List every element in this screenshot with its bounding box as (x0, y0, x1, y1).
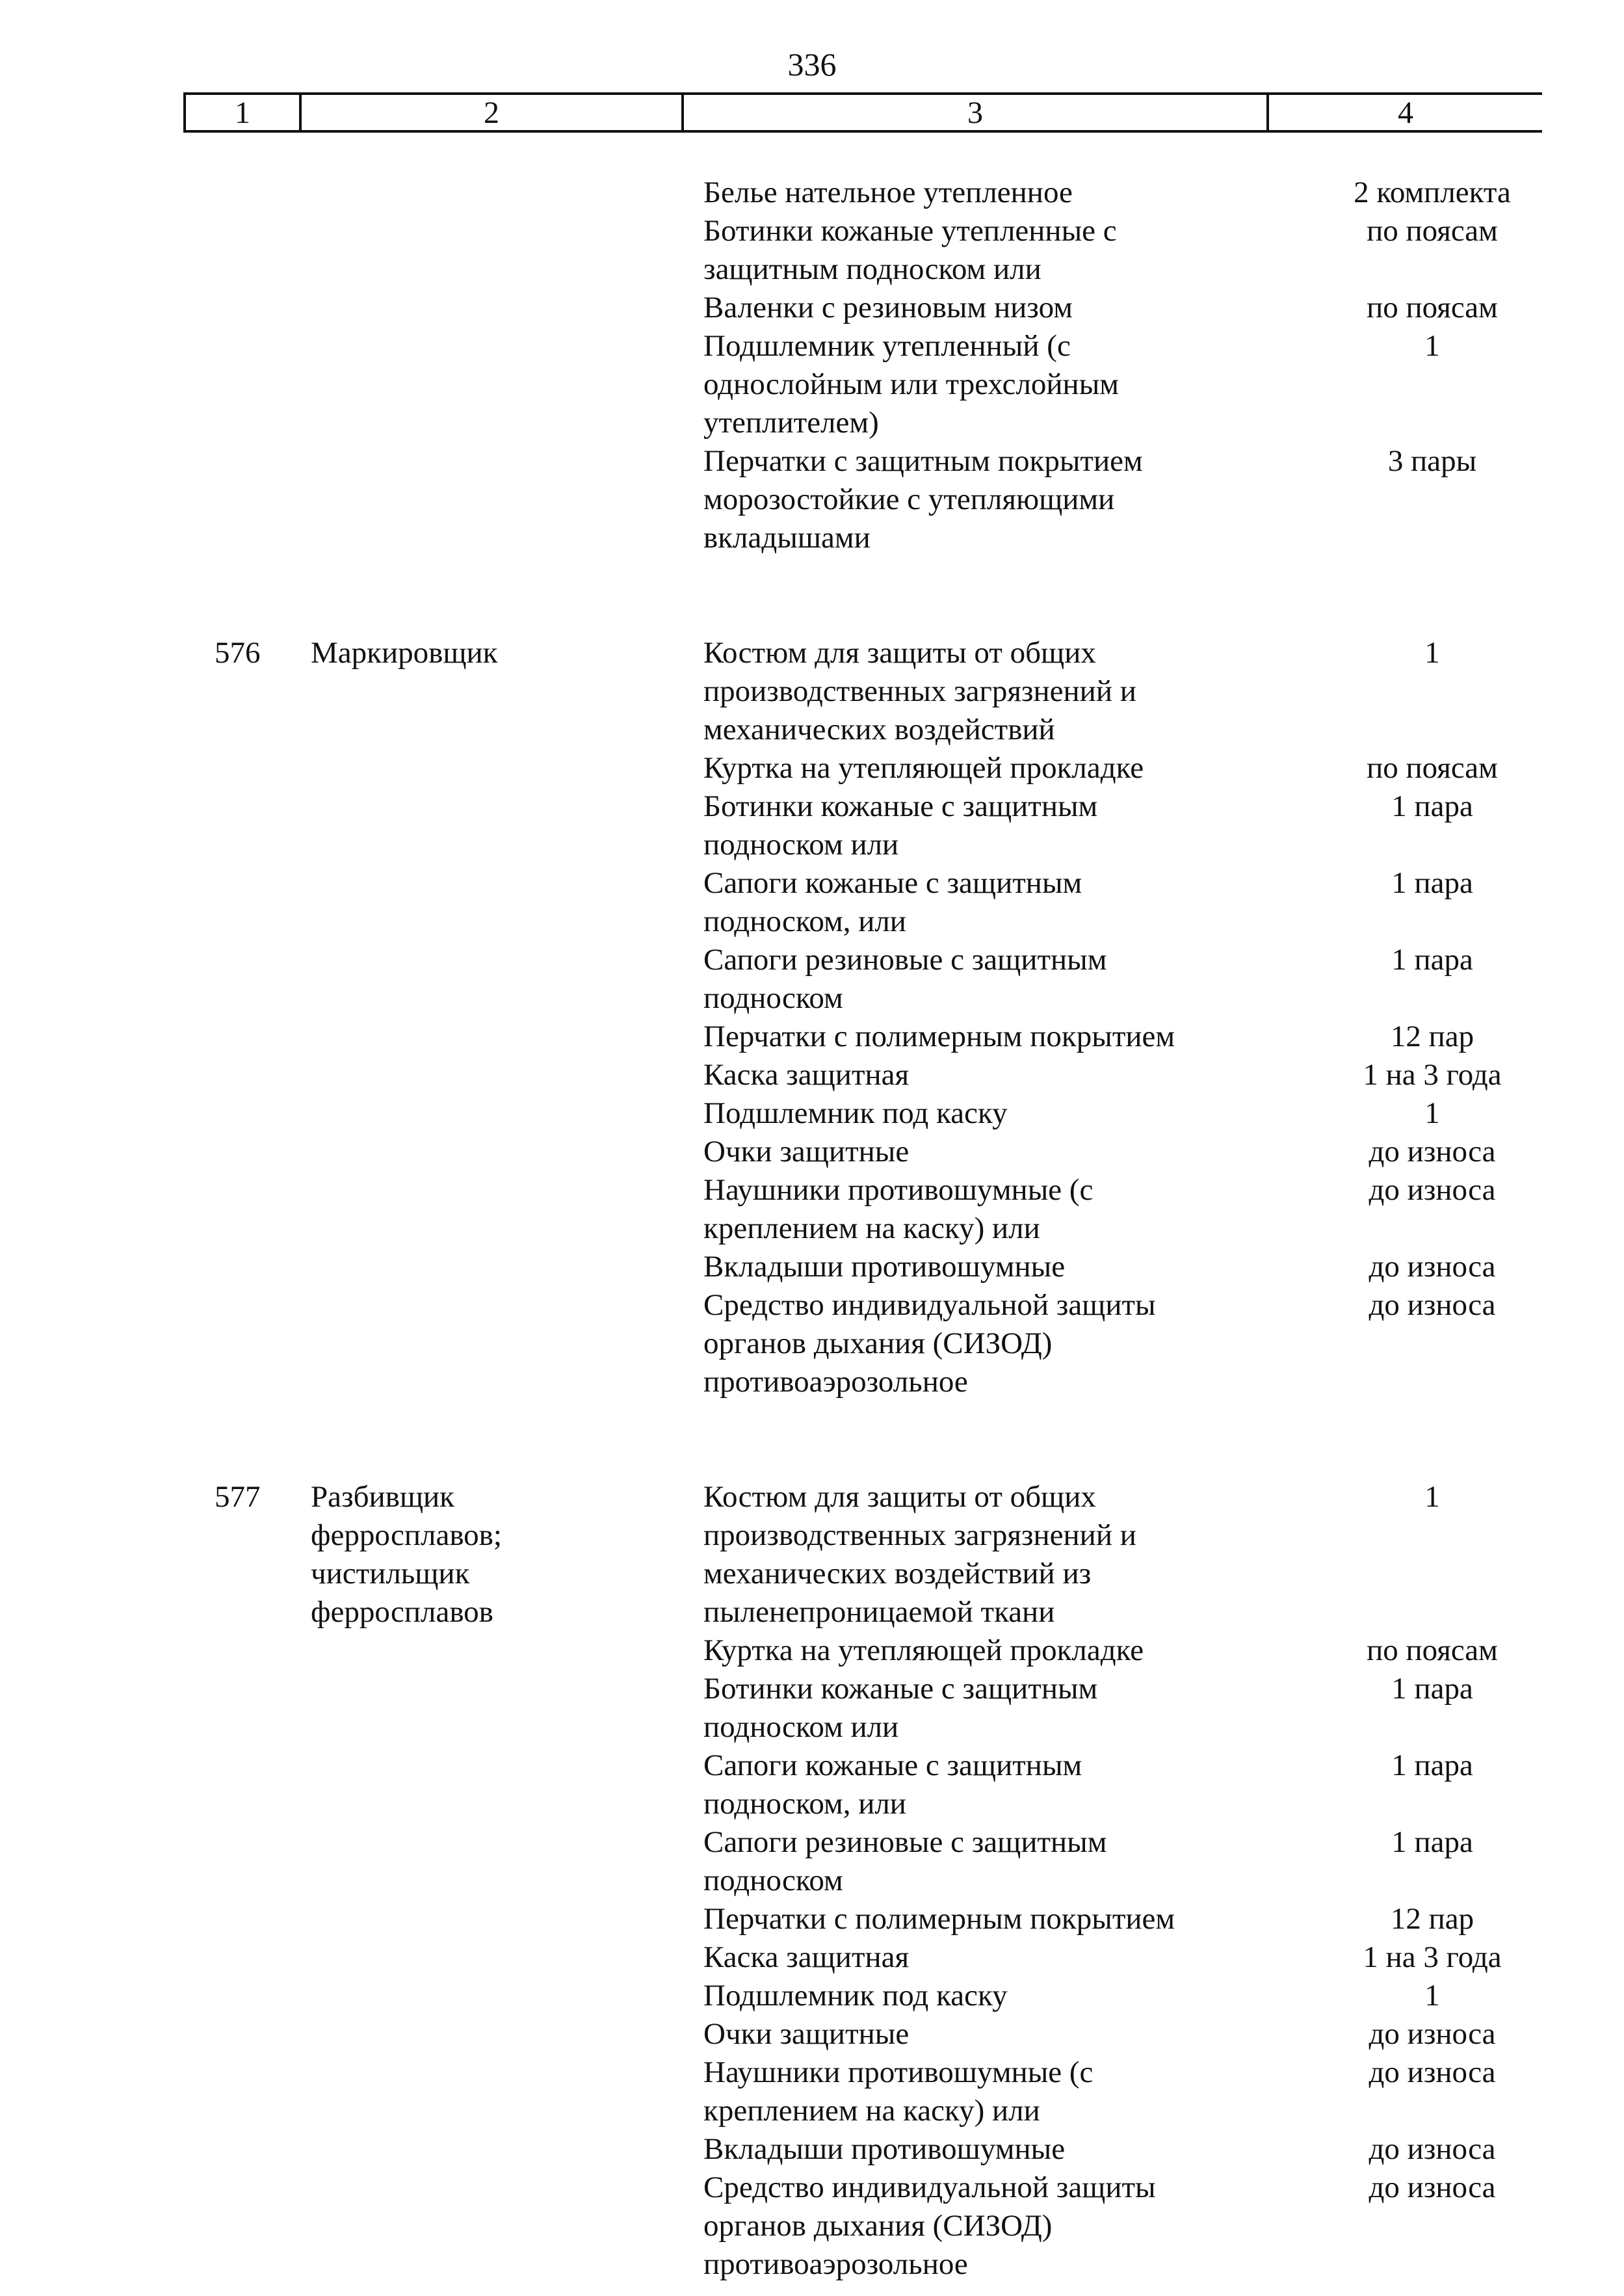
item-quantity: 1 пара (1391, 789, 1473, 823)
text-line: Подшлемник под каску (703, 1979, 1008, 2012)
text-line: Очки защитные (703, 1135, 910, 1168)
text-line: механических воздействий (703, 713, 1055, 746)
text-line: Перчатки с защитным покрытием (703, 444, 1143, 478)
item-name (703, 1171, 1276, 1248)
item-quantity: по поясам (1367, 214, 1498, 248)
item-quantity: 1 (1424, 1480, 1440, 1514)
text-line: подноском или (703, 828, 899, 862)
item-quantity: до износа (1369, 1173, 1496, 1207)
text-line: Сапоги кожаные с защитным (703, 1748, 1082, 1782)
text-line: подноском, или (703, 904, 906, 938)
text-line: Вкладыши противошумные (703, 1250, 1066, 1284)
item-name (703, 1018, 1276, 1056)
text-line: Очки защитные (703, 2017, 910, 2051)
text-line: Перчатки с полимерным покрытием (703, 1020, 1175, 1053)
item-quantity: 1 на 3 года (1363, 1940, 1502, 1974)
item-name (703, 212, 1276, 289)
item-quantity: 1 пара (1391, 943, 1473, 977)
text-line: органов дыхания (СИЗОД) (703, 2209, 1053, 2243)
item-name (703, 1133, 1276, 1171)
item-name (703, 2130, 1276, 2169)
item-name (703, 1286, 1276, 1401)
text-line: Куртка на утепляющей прокладке (703, 1633, 1144, 1667)
text-line: Подшлемник утепленный (с (703, 329, 1071, 363)
item-name (703, 1938, 1276, 1977)
profession-name (311, 1478, 502, 1631)
text-line: креплением на каску) или (703, 2094, 1040, 2128)
item-name (703, 1977, 1276, 2015)
text-line: подноском, или (703, 1787, 906, 1821)
item-quantity: до износа (1369, 1135, 1496, 1168)
profession-name (311, 634, 498, 672)
item-name (703, 1631, 1276, 1670)
item-name (703, 749, 1276, 787)
text-line: Ботинки кожаные с защитным (703, 789, 1098, 823)
item-name (703, 289, 1276, 327)
text-line: Средство индивидуальной защиты (703, 2171, 1156, 2204)
header-col-2: 2 (484, 96, 499, 130)
item-name (703, 327, 1276, 442)
item-quantity: 1 (1424, 329, 1440, 363)
text-line: Валенки с резиновым низом (703, 291, 1073, 324)
text-line: Наушники противошумные (с (703, 1173, 1094, 1207)
text-line: ферросплавов; (311, 1518, 502, 1552)
table-header (183, 92, 1542, 133)
text-line: противоаэрозольное (703, 2247, 968, 2281)
item-quantity: 1 (1424, 1979, 1440, 2012)
item-name (703, 1823, 1276, 1900)
entry-number: 577 (215, 1480, 261, 1514)
text-line: утеплителем) (703, 406, 879, 440)
item-quantity: до износа (1369, 2171, 1496, 2204)
item-quantity: 1 пара (1391, 866, 1473, 900)
item-quantity: 12 пар (1390, 1020, 1474, 1053)
item-name (703, 2169, 1276, 2284)
item-quantity: 1 на 3 года (1363, 1058, 1502, 1092)
text-line: Каска защитная (703, 1940, 910, 1974)
text-line: пыленепроницаемой ткани (703, 1595, 1055, 1629)
item-quantity: 1 (1424, 1096, 1440, 1130)
text-line: Сапоги резиновые с защитным (703, 943, 1107, 977)
text-line: Каска защитная (703, 1058, 910, 1092)
text-line: Ботинки кожаные с защитным (703, 1672, 1098, 1706)
item-quantity: 1 (1424, 636, 1440, 670)
item-quantity: 3 пары (1387, 444, 1477, 478)
item-name (703, 1248, 1276, 1286)
item-quantity: до износа (1369, 1288, 1496, 1322)
item-quantity: до износа (1369, 2017, 1496, 2051)
item-name (703, 787, 1276, 864)
text-line: однослойным или трехслойным (703, 367, 1120, 401)
text-line: Ботинки кожаные утепленные с (703, 214, 1117, 248)
text-line: Сапоги кожаные с защитным (703, 866, 1082, 900)
item-name (703, 864, 1276, 941)
text-line: Наушники противошумные (с (703, 2055, 1094, 2089)
header-col-4: 4 (1398, 96, 1413, 130)
text-line: защитным подноском или (703, 252, 1041, 286)
item-name (703, 634, 1276, 749)
item-name (703, 1056, 1276, 1094)
item-quantity: по поясам (1367, 291, 1498, 324)
text-line: Белье нательное утепленное (703, 176, 1073, 209)
text-line: Вкладыши противошумные (703, 2132, 1066, 2166)
item-quantity: 1 пара (1391, 1748, 1473, 1782)
text-line: ферросплавов (311, 1595, 493, 1629)
item-quantity: до износа (1369, 1250, 1496, 1284)
text-line: креплением на каску) или (703, 1211, 1040, 1245)
header-col-1: 1 (235, 96, 250, 130)
item-name (703, 1670, 1276, 1747)
text-line: вкладышами (703, 521, 871, 555)
header-col-3: 3 (967, 96, 983, 130)
text-line: чистильщик (311, 1557, 470, 1590)
page-number: 336 (787, 46, 837, 83)
text-line: Разбивщик (311, 1480, 455, 1514)
item-name (703, 2053, 1276, 2130)
item-name (703, 1094, 1276, 1133)
text-line: Маркировщик (311, 636, 498, 670)
text-line: подноском (703, 1864, 843, 1897)
text-line: морозостойкие с утепляющими (703, 482, 1115, 516)
text-line: подноском (703, 981, 843, 1015)
text-line: Подшлемник под каску (703, 1096, 1008, 1130)
item-quantity: 1 пара (1391, 1672, 1473, 1706)
item-quantity: по поясам (1367, 1633, 1498, 1667)
item-quantity: до износа (1369, 2132, 1496, 2166)
item-name (703, 1478, 1276, 1631)
text-line: органов дыхания (СИЗОД) (703, 1326, 1053, 1360)
text-line: Костюм для защиты от общих (703, 636, 1096, 670)
item-quantity: 2 комплекта (1354, 176, 1511, 209)
item-name (703, 941, 1276, 1018)
text-line: Перчатки с полимерным покрытием (703, 1902, 1175, 1936)
text-line: производственных загрязнений и (703, 674, 1136, 708)
text-line: Костюм для защиты от общих (703, 1480, 1096, 1514)
item-name (703, 174, 1276, 212)
item-name (703, 442, 1276, 557)
item-quantity: 12 пар (1390, 1902, 1474, 1936)
item-name (703, 1747, 1276, 1823)
text-line: Средство индивидуальной защиты (703, 1288, 1156, 1322)
text-line: механических воздействий из (703, 1557, 1092, 1590)
text-line: подноском или (703, 1710, 899, 1744)
text-line: производственных загрязнений и (703, 1518, 1136, 1552)
item-quantity: 1 пара (1391, 1825, 1473, 1859)
item-quantity: до износа (1369, 2055, 1496, 2089)
entry-number: 576 (215, 636, 261, 670)
text-line: Сапоги резиновые с защитным (703, 1825, 1107, 1859)
text-line: Куртка на утепляющей прокладке (703, 751, 1144, 785)
item-name (703, 1900, 1276, 1938)
item-quantity: по поясам (1367, 751, 1498, 785)
item-name (703, 2015, 1276, 2053)
text-line: противоаэрозольное (703, 1365, 968, 1399)
